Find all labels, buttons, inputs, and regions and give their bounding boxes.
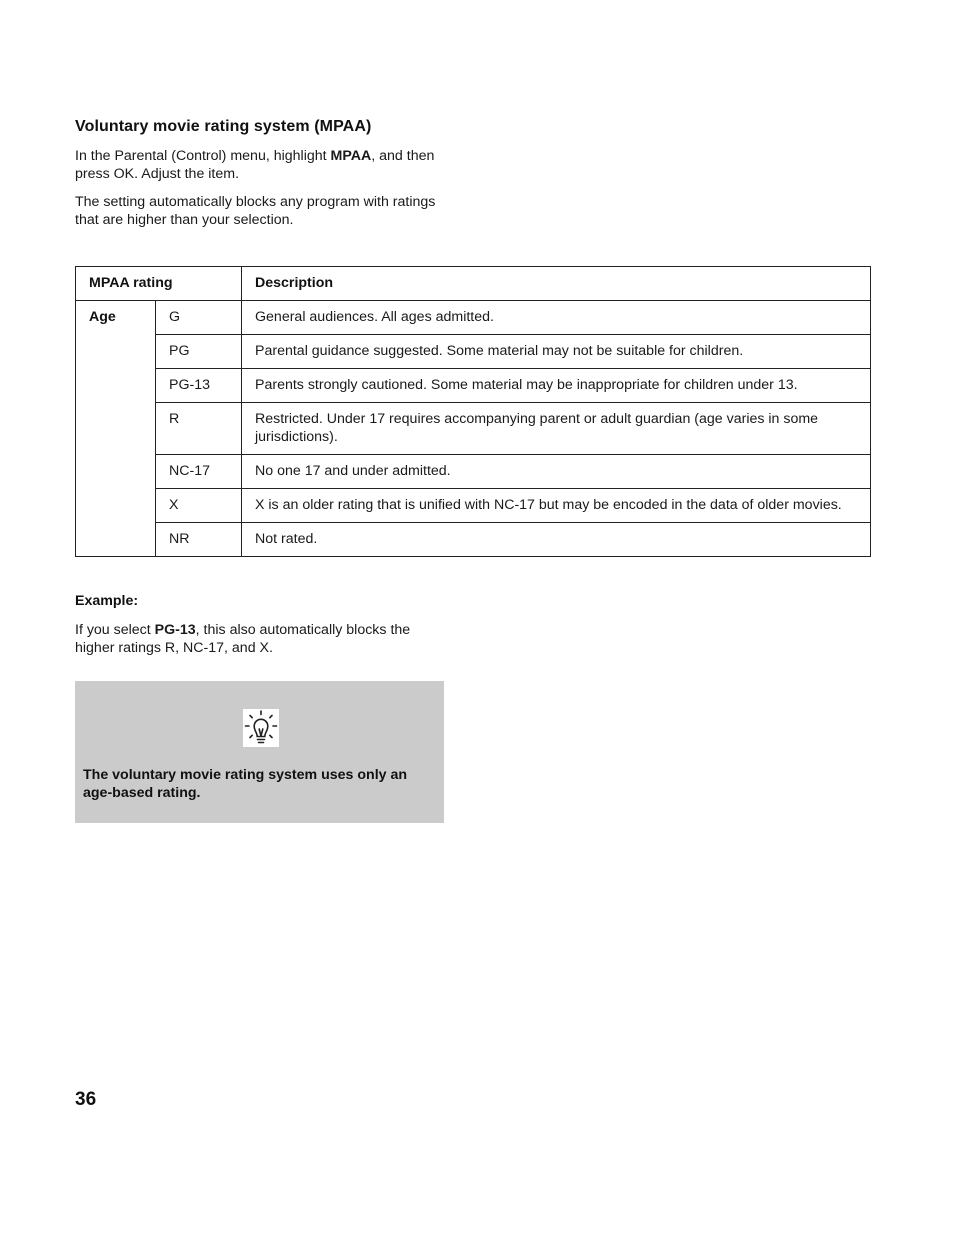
example-bold-rating: PG-13 bbox=[154, 622, 196, 638]
page-number: 36 bbox=[75, 1089, 97, 1110]
table-row bbox=[76, 369, 871, 403]
description-cell: Parental guidance suggested. Some material may not be suitable for children. bbox=[242, 335, 871, 369]
rating-cell: PG bbox=[156, 335, 242, 369]
description-cell: Parents strongly cautioned. Some material may be inappropriate for children under 13. bbox=[242, 369, 871, 403]
intro-bold-mpaa: MPAA bbox=[330, 148, 372, 164]
description-cell: Not rated. bbox=[242, 523, 871, 557]
table-row bbox=[76, 403, 871, 455]
tip-box bbox=[75, 681, 444, 823]
table-row bbox=[76, 455, 871, 489]
description-cell: X is an older rating that is unified with NC-17 but may be encoded in the data of older movies. bbox=[242, 489, 871, 523]
intro-paragraph-1 bbox=[75, 147, 445, 183]
table-row bbox=[76, 301, 871, 335]
example-label: Example: bbox=[75, 593, 139, 609]
table-row bbox=[76, 335, 871, 369]
mpaa-rating-table bbox=[75, 266, 871, 557]
rating-cell: NR bbox=[156, 523, 242, 557]
rating-cell: NC-17 bbox=[156, 455, 242, 489]
header-description: Description bbox=[242, 267, 871, 301]
table-row bbox=[76, 489, 871, 523]
intro-text-1b: , and then press OK. Adjust the item. bbox=[75, 148, 435, 182]
tip-text: The voluntary movie rating system uses only an age-based rating. bbox=[83, 767, 408, 801]
section-heading: Voluntary movie rating system (MPAA) bbox=[75, 118, 372, 135]
rating-cell: X bbox=[156, 489, 242, 523]
description-cell: No one 17 and under admitted. bbox=[242, 455, 871, 489]
description-cell: Restricted. Under 17 requires accompanying parent or adult guardian (age varies in some jurisdictions). bbox=[242, 403, 871, 455]
table-row bbox=[76, 523, 871, 557]
rating-cell: PG-13 bbox=[156, 369, 242, 403]
header-mpaa-rating: MPAA rating bbox=[76, 267, 242, 301]
rating-cell: G bbox=[156, 301, 242, 335]
example-text-b: , this also automatically blocks the higher ratings R, NC-17, and X. bbox=[75, 622, 411, 656]
table-header-row bbox=[76, 267, 871, 301]
example-paragraph bbox=[75, 621, 445, 657]
intro-text-1a: In the Parental (Control) menu, highlight bbox=[75, 148, 331, 164]
description-cell: General audiences. All ages admitted. bbox=[242, 301, 871, 335]
rating-cell: R bbox=[156, 403, 242, 455]
example-text-a: If you select bbox=[75, 622, 155, 638]
lightbulb-icon bbox=[243, 709, 279, 747]
age-group-label: Age bbox=[76, 301, 156, 557]
intro-paragraph-2: The setting automatically blocks any program with ratings that are higher than your selection. bbox=[75, 194, 436, 228]
